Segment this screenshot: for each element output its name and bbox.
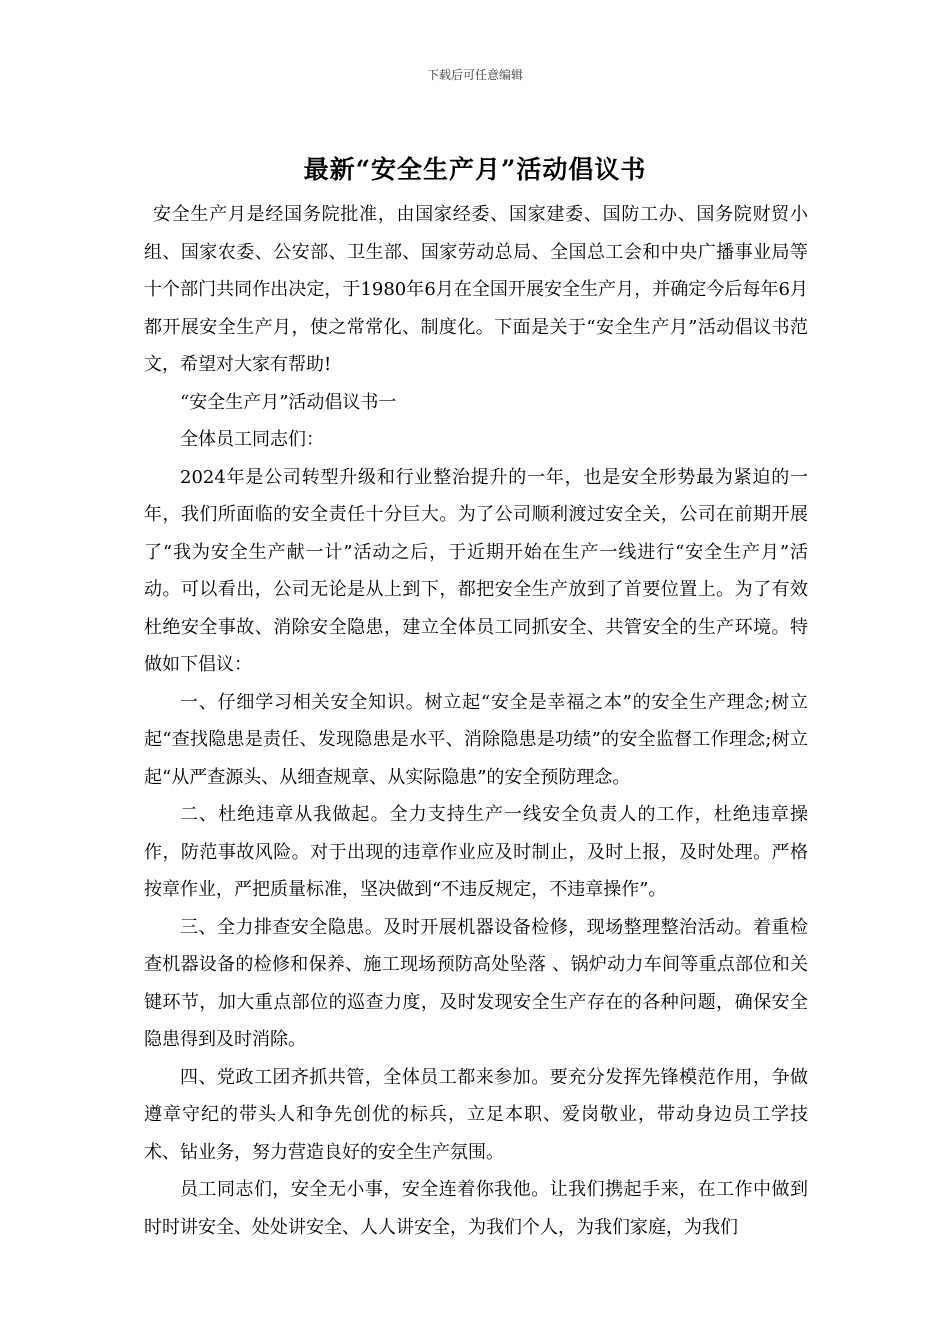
section-heading: “安全生产月”活动倡议书一 — [180, 391, 397, 413]
document-title: 最新“安全生产月”活动倡议书 — [303, 155, 647, 184]
header-note: 下载后可任意编辑 — [426, 68, 523, 82]
proposal-item-3: 三、全力排查安全隐患。及时开展机器设备检修，现场整理整治活动。着重检查机器设备的检修和保养、施工现场预防高处坠落 、锅炉动力车间等重点部位和关键环节，加大重点部位的巡查力度，及时发现安全生产存在的各种问题，确保安全隐患得到及时消除。 — [144, 916, 808, 1050]
closing-paragraph: 员工同志们，安全无小事，安全连着你我他。让我们携起手来，在工作中做到时时讲安全、处处讲安全、人人讲安全，为我们个人，为我们家庭，为我们 — [144, 1179, 808, 1238]
proposal-item-4: 四、党政工团齐抓共管，全体员工都来参加。要充分发挥先锋模范作用，争做遵章守纪的带头人和争先创优的标兵，立足本职、爱岗敬业，带动身边员工学技术、钻业务，努力营造良好的安全生产氛围。 — [144, 1066, 808, 1163]
intro-paragraph: 安全生产月是经国务院批准，由国家经委、国家建委、国防工办、国务院财贸小组、国家农委、公安部、卫生部、国家劳动总局、全国总工会和中央广播事业局等十个部门共同作出决定，于1980年6月在全国开展安全生产月，并确定今后每年6月都开展安全生产月，使之常常化、制度化。下面是关于“安全生产月”活动倡议书范文，希望对大家有帮助! — [144, 204, 808, 375]
salutation: 全体员工同志们： — [180, 429, 324, 450]
document-body — [144, 196, 808, 1246]
body-paragraph: 2024年是公司转型升级和行业整治提升的一年，也是安全形势最为紧迫的一年，我们所面临的安全责任十分巨大。为了公司顺利渡过安全关，公司在前期开展了“我为安全生产献一计”活动之后，于近期开始在生产一线进行“安全生产月”活动。可以看出，公司无论是从上到下，都把安全生产放到了首要位置上。为了有效杜绝安全事故、消除安全隐患，建立全体员工同抓安全、共管安全的生产环境。特做如下倡议： — [144, 466, 808, 675]
proposal-item-1: 一、仔细学习相关安全知识。树立起“安全是幸福之本”的安全生产理念;树立起“查找隐患是责任、发现隐患是水平、消除隐患是功绩”的安全监督工作理念;树立起“从严查源头、从细查规章、从实际隐患”的安全预防理念。 — [144, 691, 808, 788]
proposal-item-2: 二、杜绝违章从我做起。全力支持生产一线安全负责人的工作，杜绝违章操作，防范事故风险。对于出现的违章作业应及时制止，及时上报，及时处理。严格按章作业，严把质量标准，坚决做到“不违反规定，不违章操作”。 — [144, 804, 808, 900]
